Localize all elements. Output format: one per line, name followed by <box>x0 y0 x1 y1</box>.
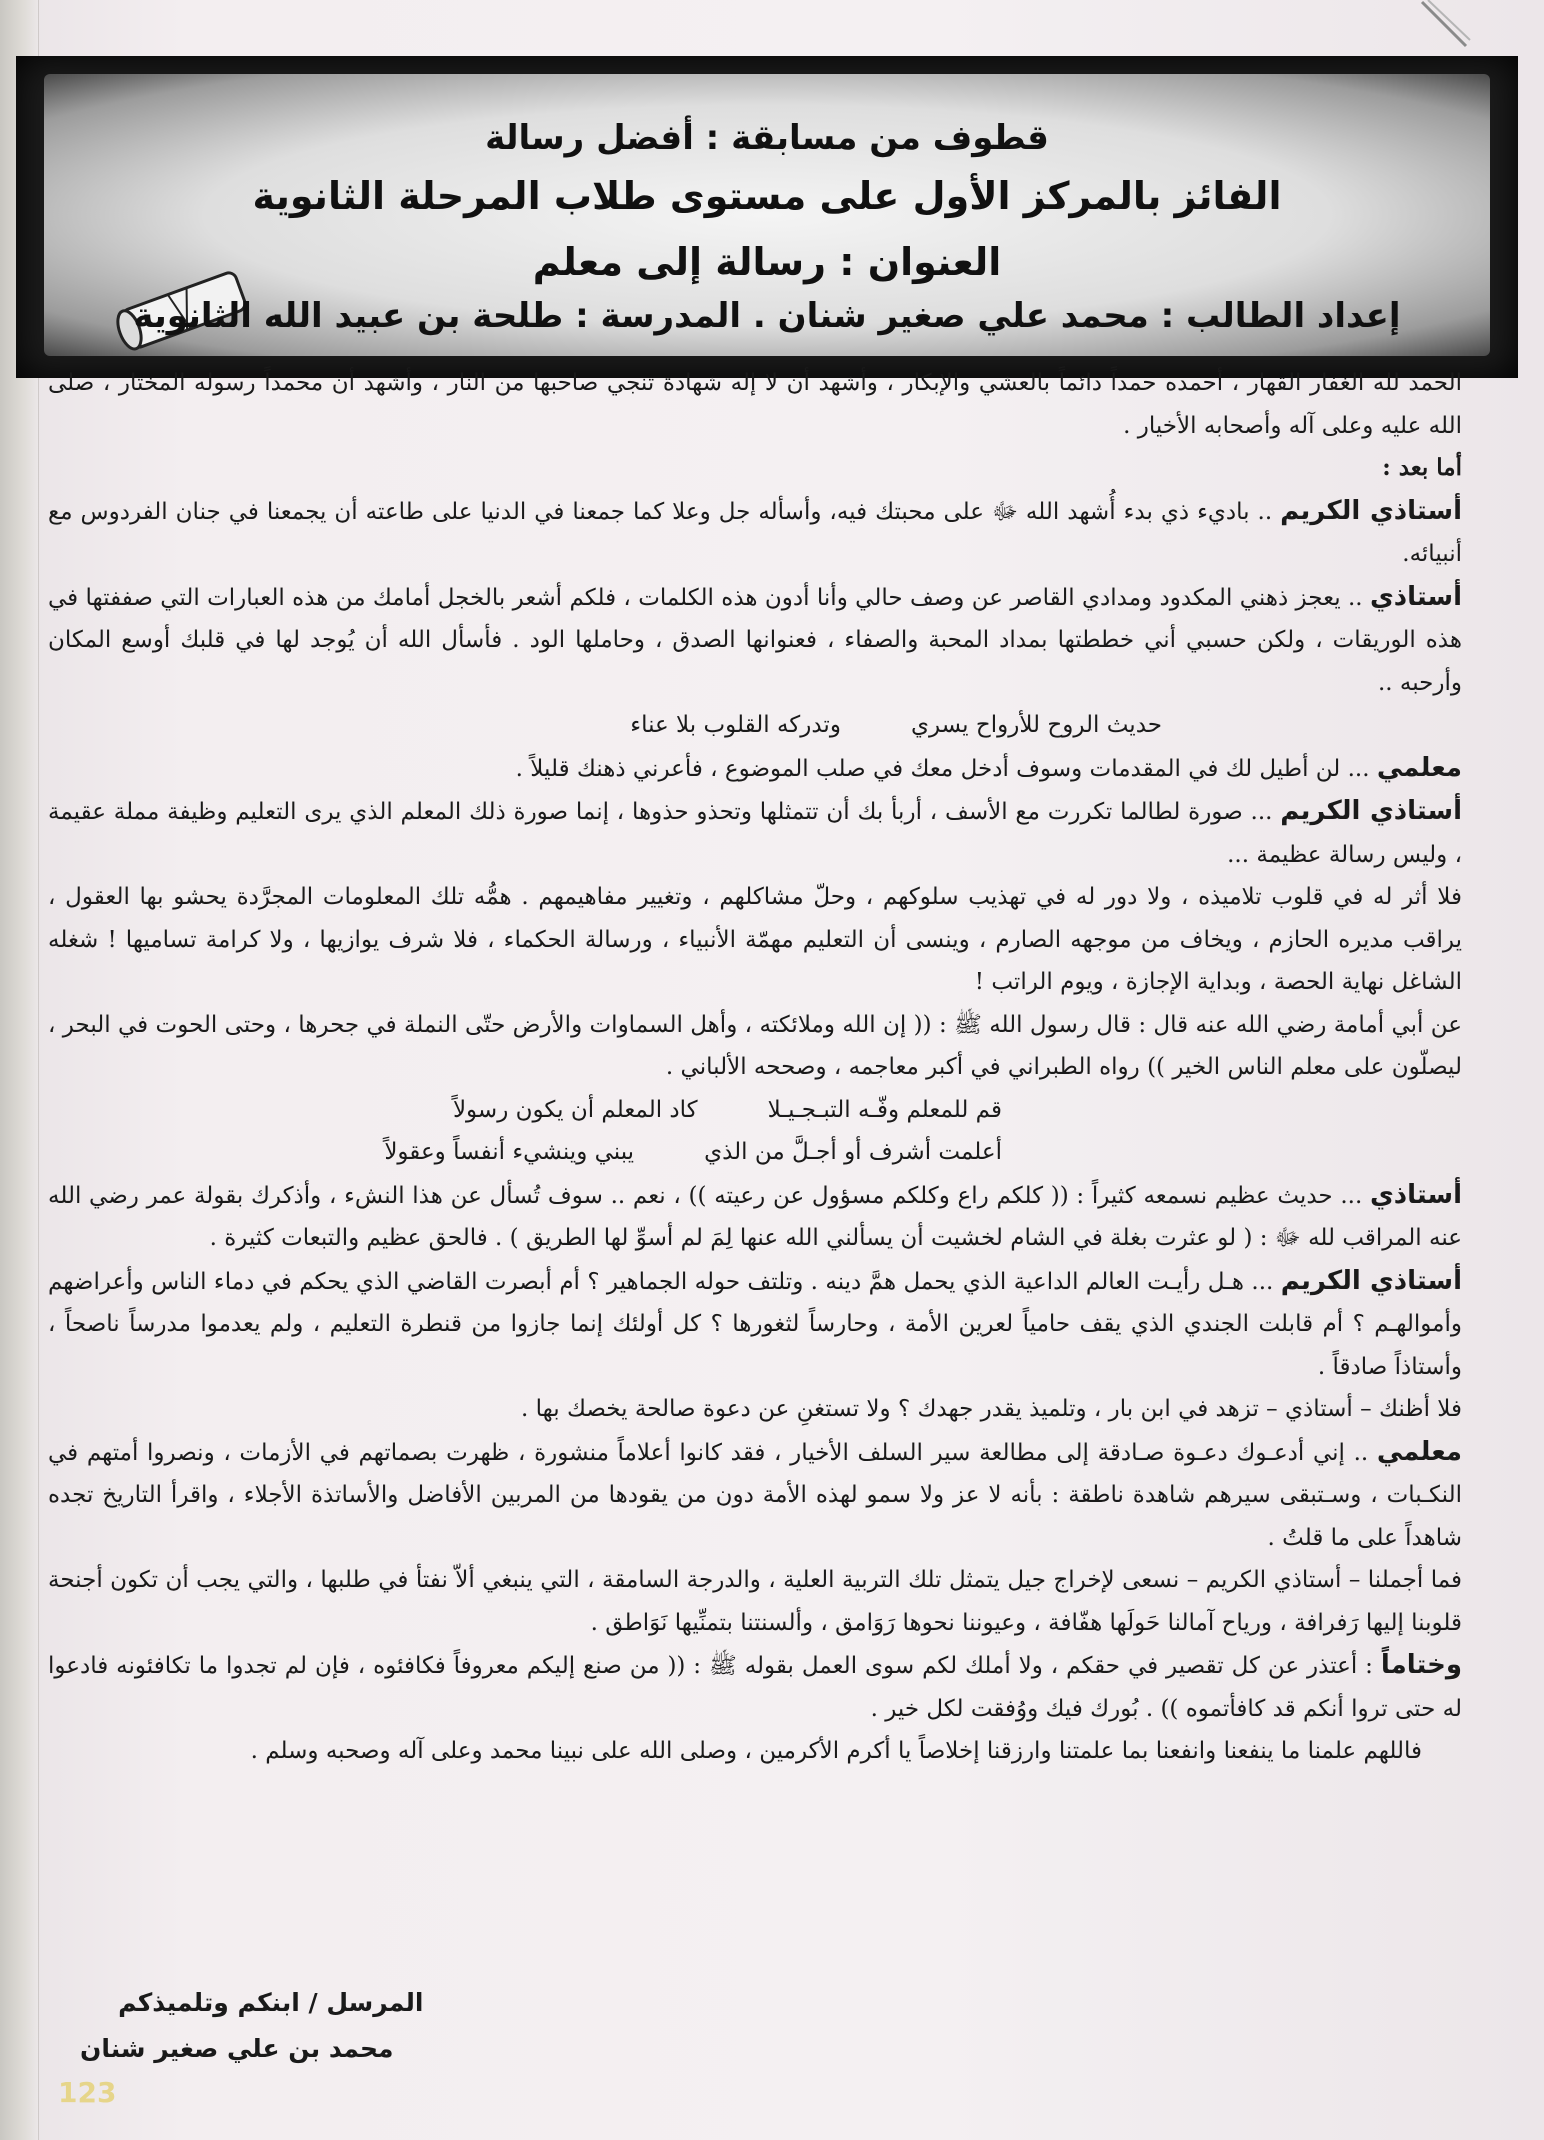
paragraph-10 <box>48 1260 1462 1389</box>
verse-1-first-half: حديث الروح للأرواح يسري <box>910 712 1162 738</box>
opening-paragraph: الحمد لله الغفار القهار ، أحمده حمداً دائماً بالعشي والإبكار ، وأشهد أن لا إله شهادة تنجي صاحبها من النار ، وأشهد أن محمداً رسوله المختار ، صلى الله عليه وعلى آله وأصحابه الأخيار . <box>48 370 1462 439</box>
header-author-school: إعداد الطالب : محمد علي صغير شنان . المدرسة : طلحة بن عبيد الله الثانوية <box>133 296 1401 336</box>
verse-2 <box>48 1089 1462 1132</box>
verse-1-second-half: وتدركه القلوب بلا عناء <box>630 712 841 738</box>
paragraph-3-text: .. باديء ذي بدء أُشهد الله ﷻ على محبتك فيه، وأسأله جل وعلا كما جمعنا في الدنيا على طاعته أن يجمعنا في جنان الفردوس مع أنبيائه. <box>48 498 1462 567</box>
signature-block <box>80 1980 424 2072</box>
transition-phrase: أما بعد : <box>1382 454 1462 481</box>
paragraph-12-text: .. إني أدعـوك دعـوة صـادقة إلى مطالعة سير السلف الأخيار ، فقد كانوا أعلاماً منشورة ، ظهرت بصماتهم في الأزمات ، ونصروا أمتهم في النكـبات ، وسـتبقى سيرهم شاهدة ناطقة : بأنه لا عز ولا سمو لهذه الأمة دون من يقودها من المربين الأفاضل والأساتذة الأجلاء ، واقرأ التاريخ تجده شاهداً على ما قلتُ . <box>48 1439 1462 1551</box>
keyword-khitaman: وختاماً <box>1380 1650 1462 1680</box>
verse-2-first-half: قم للمعلم وفّـه التبـجـيـلا <box>767 1096 1002 1123</box>
paragraph-5-text: ... لن أطيل لك في المقدمات وسوف أدخل معك في صلب الموضوع ، فأعرني ذهنك قليلاً . <box>515 755 1377 782</box>
hadith-paragraph: عن أبي أمامة رضي الله عنه قال : قال رسول الله ﷺ : (( إن الله وملائكته ، وأهل السماوات والأرض حتّى النملة في جحرها ، وحتى الحوت في البحر ، ليصلّون على معلم الناس الخير )) رواه الطبراني في أكبر معاجمه ، وصححه الألباني . <box>48 1011 1462 1080</box>
letter-body <box>48 362 1462 1773</box>
verse-1 <box>48 704 1462 747</box>
signature-sender: المرسل / ابنكم وتلميذكم <box>118 1988 424 2017</box>
keyword-ustadhi-2: أستاذي <box>1369 1179 1462 1210</box>
paragraph-4 <box>48 576 1462 705</box>
signature-name: محمد بن علي صغير شنان <box>80 2034 394 2063</box>
verse-3-second-half: يبني وينشيء أنفساً وعقولاً <box>384 1139 635 1165</box>
paragraph-7: فلا أثر له في قلوب تلاميذه ، ولا دور له في تهذيب سلوكهم ، وحلّ مشاكلهم ، وتغيير مفاهيمهم . همُّه تلك المعلومات المجرَّدة يحشو بها العقول ، يراقب مديره الحازم ، ويخاف من موجهه الصارم ، وينسى أن التعليم مهمّة الأنبياء ، ورسالة الحكماء ، فلا شرف يوازيها ، ولا كرامة تساميها ! شغله الشاغل نهاية الحصة ، وبداية الإجازة ، ويوم الراتب ! <box>48 884 1462 995</box>
keyword-ustadhi-alkarim-2: أستاذي الكريم <box>1280 796 1462 826</box>
verse-3-first-half: أعلمت أشرف أو أجـلَّ من الذي <box>704 1139 1002 1165</box>
keyword-ustadhi-alkarim: أستاذي الكريم <box>1280 495 1462 526</box>
paragraph-14-text: : أعتذر عن كل تقصير في حقكم ، ولا أملك لكم سوى العمل بقوله ﷺ : (( من صنع إليكم معروفاً فكافئوه ، فإن لم تجدوا ما تكافئونه فادعوا له حتى تروا أنكم قد كافأتموه )) . بُورك فيك ووُفقت لكل خير . <box>48 1653 1462 1722</box>
paragraph-12 <box>48 1431 1462 1560</box>
keyword-muallimi: معلمي <box>1376 752 1462 783</box>
paragraph-5 <box>48 747 1462 791</box>
header-title: قطوف من مسابقة : أفضل رسالة <box>485 118 1049 158</box>
keyword-ustadhi-alkarim-3: أستاذي الكريم <box>1280 1265 1462 1296</box>
page-number: 123 <box>58 2076 117 2109</box>
paragraph-6-text: ... صورة لطالما تكررت مع الأسف ، أربأ بك أن تتمثلها وتحذو حذوها ، إنما صورة ذلك المعلم الذي يرى التعليم وظيفة مملة عقيمة ، وليس رسالة عظيمة ... <box>48 799 1462 868</box>
paragraph-3 <box>48 490 1462 576</box>
paragraph-11: فلا أظنك – أستاذي – تزهد في ابن بار ، وتلميذ يقدر جهدك ؟ ولا تستغنِ عن دعوة صالحة يخصك بها . <box>521 1396 1462 1422</box>
paragraph-9 <box>48 1174 1462 1260</box>
paragraph-13: فما أجملنا – أستاذي الكريم – نسعى لإخراج جيل يتمثل تلك التربية العلية ، والدرجة السامقة ، التي ينبغي ألاّ نفتأ في طلبها ، والتي يجب أن تكون أجنحة قلوبنا إليها رَفرافة ، ورياح آمالنا حَولَها هفّافة ، وعيوننا نحوها رَوَامق ، وألسنتنا بتمنِّيها نَوَاطق . <box>48 1567 1462 1636</box>
closing-prayer: فاللهم علمنا ما ينفعنا وانفعنا بما علمتنا وارزقنا إخلاصاً يا أكرم الأكرمين ، وصلى الله على نبينا محمد وعلى آله وصحبه وسلم . <box>250 1738 1422 1764</box>
paragraph-14 <box>48 1644 1462 1730</box>
header-banner-inner <box>44 74 1490 356</box>
header-letter-title: العنوان : رسالة إلى معلم <box>532 240 1002 284</box>
paragraph-9-text: ... حديث عظيم نسمعه كثيراً : (( كلكم راع وكلكم مسؤول عن رعيته )) ، نعم .. سوف تُسأل عن هذا النشء ، وأذكرك بقولة عمر رضي الله عنه المراقب لله ﷻ : ( لو عثرت بغلة في الشام لخشيت أن يسألني الله عنها لِمَ لم أسوِّ لها الطريق ) . فالحق عظيم والتبعات كثيرة . <box>48 1182 1462 1251</box>
header-banner <box>16 56 1518 378</box>
verse-2-second-half: كاد المعلم أن يكون رسولاً <box>452 1096 698 1123</box>
paper-clip-icon <box>1414 0 1474 60</box>
header-subtitle: الفائز بالمركز الأول على مستوى طلاب المرحلة الثانوية <box>252 174 1282 218</box>
verse-3 <box>48 1131 1462 1174</box>
keyword-muallimi-2: معلمي <box>1376 1436 1462 1467</box>
paragraph-6 <box>48 790 1462 876</box>
paragraph-4-text: .. يعجز ذهني المكدود ومدادي القاصر عن وصف حالي وأنا أدون هذه الكلمات ، فلكم أشعر بالخجل أمامك من هذه العبارات التي صففتها في هذه الوريقات ، ولكن حسبي أني خططتها بمداد المحبة والصفاء ، فعنوانها الصدق ، وحاملها الود . فأسأل الله أن يُوجد لها في قلبك أوسع المكان وأرحبه .. <box>48 584 1462 696</box>
paragraph-10-text: ... هـل رأيـت العالم الداعية الذي يحمل همَّ دينه . وتلتف حوله الجماهير ؟ أم أبصرت القاضي الذي يحكم في دماء الناس وأعراضهم وأموالهـم ؟ أم قابلت الجندي الذي يقف حامياً لعرين الأمة ، وحارساً لثغورها ؟ كل أولئك إنما جازوا من قنطرة التعليم ، ولم يعدموا مدرساً ناصحاً ، وأستاذاً صادقاً . <box>48 1268 1462 1380</box>
keyword-ustadhi: أستاذي <box>1369 581 1462 612</box>
